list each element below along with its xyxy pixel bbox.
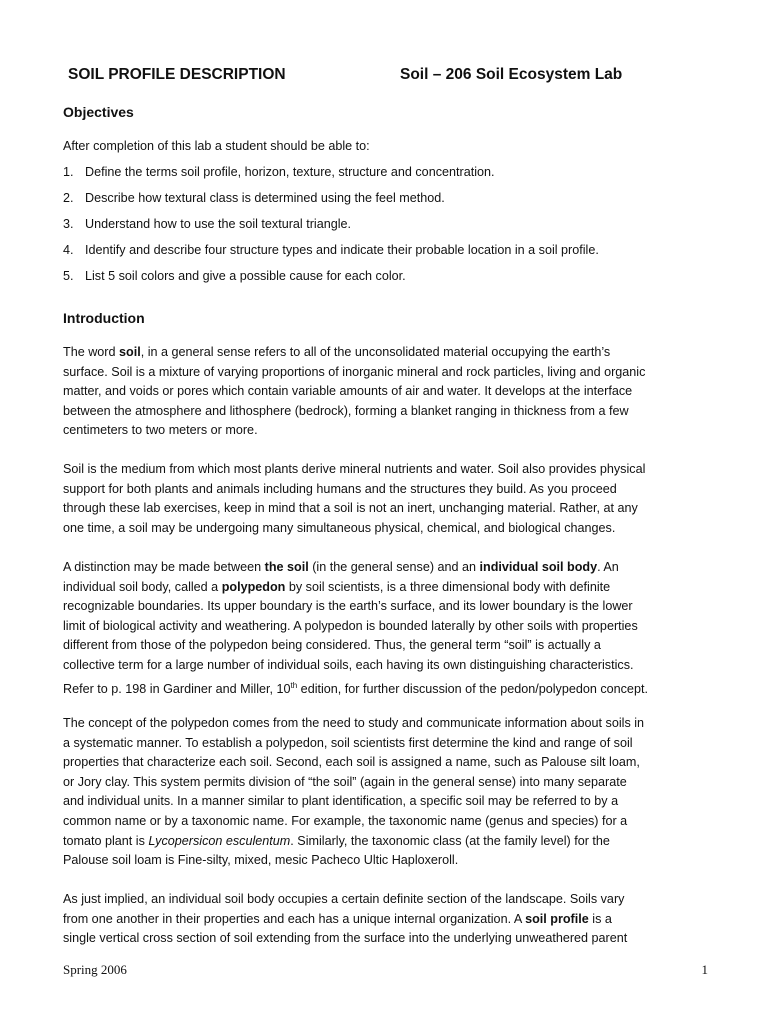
text-line: matter, and voids or pores which contain variable amounts of air and water. It develops at the interface [63, 384, 633, 399]
text-line: Soil is the medium from which most plants derive mineral nutrients and water. Soil also provides physical [63, 462, 646, 476]
objective-item [63, 191, 445, 205]
objective-item [63, 217, 351, 231]
text-line: common name or by a taxonomic name. For example, the taxonomic name (genus and species) for a [63, 813, 628, 828]
introduction-heading: Introduction [63, 310, 145, 326]
text-line: a systematic manner. To establish a polypedon, soil scientists first determine the kind and range of soil [63, 735, 633, 750]
text-line: between the atmosphere and lithosphere (bedrock), forming a blanket ranging in thickness from a few [63, 403, 629, 418]
text-line: centimeters to two meters or more. [63, 423, 258, 438]
text-span: individual soil body, called a [63, 579, 222, 594]
paragraph-polypedon [63, 558, 713, 699]
objective-text: List 5 soil colors and give a possible cause for each color. [85, 269, 406, 283]
text-line: one time, a soil may be undergoing many simultaneous physical, chemical, and biological changes. [63, 520, 616, 535]
text-line: collective term for a large number of individual soils, each having its own distinguishing characteristics. [63, 657, 634, 672]
text-line [63, 832, 713, 852]
objective-number: 2. [63, 191, 74, 205]
page-footer [63, 962, 708, 980]
text-span: A distinction may be made between [63, 560, 265, 574]
text-line: As just implied, an individual soil body occupies a certain definite section of the landscape. Soils vary [63, 892, 625, 906]
text-line: through these lab exercises, keep in mind that a soil is not an inert, unchanging material. Rather, at any [63, 501, 638, 516]
document-title: SOIL PROFILE DESCRIPTION [68, 66, 286, 83]
text-line [63, 910, 713, 930]
text-line: surface. Soil is a mixture of varying proportions of inorganic mineral and rock particles, living and organic [63, 364, 646, 379]
text-span: The word [63, 345, 119, 359]
objectives-intro: After completion of this lab a student should be able to: [63, 139, 370, 153]
text-line: limit of biological activity and weathering. A polypedon is bounded laterally by other soils with properties [63, 618, 638, 633]
objectives-heading: Objectives [63, 104, 134, 120]
paragraph-soil-definition [63, 343, 713, 441]
text-line: and individual units. In a manner similar to plant identification, a specific soil may be referred to by a [63, 794, 619, 809]
text-line [63, 578, 713, 598]
objective-text: Understand how to use the soil textural triangle. [85, 217, 352, 231]
text-span: (in the general sense) and an [308, 560, 480, 574]
bold-term: soil profile [525, 911, 589, 926]
objective-text: Describe how textural class is determined using the feel method. [85, 191, 445, 205]
paragraph-soil-profile [63, 890, 713, 949]
text-line: properties that characterize each soil. Second, each soil is assigned a name, such as Palouse silt loam, [63, 755, 640, 770]
text-span: Refer to p. 198 in Gardiner and Miller, 10 [63, 681, 291, 696]
objective-text: Define the terms soil profile, horizon, texture, structure and concentration. [85, 165, 495, 179]
page-number: 1 [701, 962, 708, 977]
text-line: support for both plants and animals including humans and the structures they build. As you proceed [63, 481, 617, 496]
text-line [63, 343, 713, 363]
bold-term: soil [119, 345, 141, 359]
paragraph-soil-medium [63, 460, 713, 538]
text-line: Palouse soil loam is Fine-silty, mixed, mesic Pacheco Ultic Haploxeroll. [63, 853, 459, 868]
text-line: recognizable boundaries. Its upper boundary is the earth’s surface, and its lower boundary is the lower [63, 599, 633, 614]
course-title: Soil – 206 Soil Ecosystem Lab [400, 66, 623, 83]
italic-term: Lycopersicon esculentum [148, 833, 291, 848]
text-line: single vertical cross section of soil extending from the surface into the underlying unweathered parent [63, 931, 628, 946]
page-header [68, 66, 708, 88]
text-line: The concept of the polypedon comes from the need to study and communicate information about soils in [63, 716, 645, 730]
text-span: , in a general sense refers to all of the unconsolidated material occupying the earth’s [140, 345, 611, 359]
objective-item [63, 243, 599, 257]
bold-term: polypedon [221, 579, 286, 594]
text-span: tomato plant is [63, 833, 149, 848]
objective-number: 4. [63, 243, 74, 257]
paragraph-polypedon-concept [63, 714, 713, 871]
objective-item [63, 269, 406, 283]
text-line: different from those of the polypedon being considered. Thus, the general term “soil” is actually a [63, 638, 601, 653]
text-line [63, 558, 713, 578]
text-span: from one another in their properties and each has a unique internal organization. A [63, 911, 526, 926]
text-line: or Jory clay. This system permits division of “the soil” (again in the general sense) into many separate [63, 774, 627, 789]
bold-term: individual soil body [479, 560, 598, 574]
text-span: . Similarly, the taxonomic class (at the family level) for the [290, 833, 610, 848]
objective-number: 3. [63, 217, 74, 231]
text-span: edition, for further discussion of the pedon/polypedon concept. [297, 681, 648, 696]
superscript: th [290, 680, 298, 690]
bold-term: the soil [264, 560, 309, 574]
objective-text: Identify and describe four structure types and indicate their probable location in a soil profile. [85, 243, 599, 257]
footer-semester: Spring 2006 [63, 962, 127, 977]
text-span: by soil scientists, is a three dimensional body with definite [285, 579, 611, 594]
text-span: . An [597, 560, 619, 574]
objective-number: 1. [63, 165, 74, 179]
text-line [63, 676, 713, 700]
objective-number: 5. [63, 269, 74, 283]
text-span: is a [588, 911, 612, 926]
objective-item [63, 165, 495, 179]
